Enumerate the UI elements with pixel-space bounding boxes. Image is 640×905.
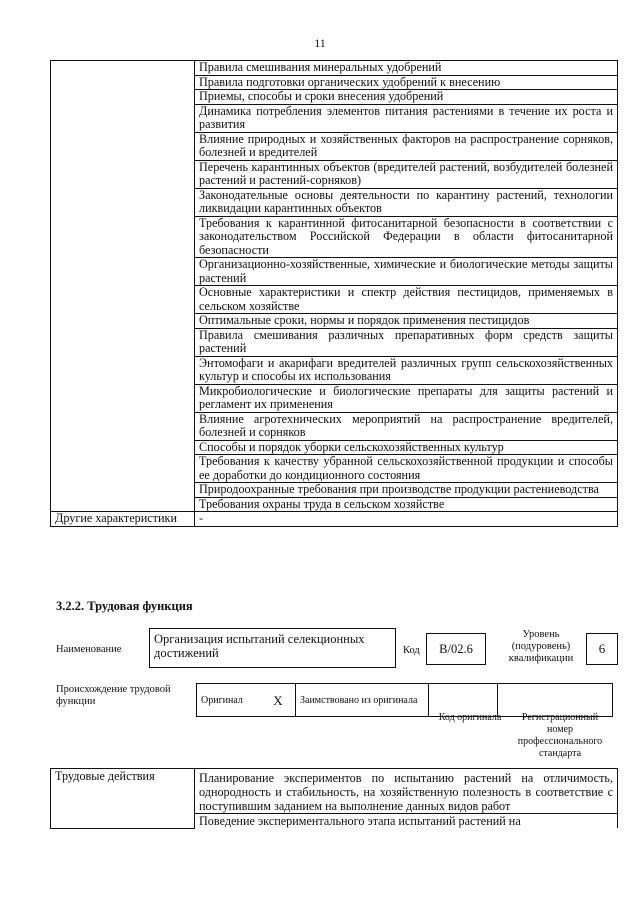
knowledge-item: Требования к качеству убранной сельскохозяйственной продукции и способы ее доработки до кондиционного состояния — [195, 455, 618, 483]
knowledge-item: Законодательные основы деятельности по карантину растений, технологии ликвидации карантинных объектов — [195, 188, 618, 216]
knowledge-item: Требования охраны труда в сельском хозяйстве — [195, 497, 618, 512]
borrowed-label: Заимствовано из оригинала — [296, 684, 429, 717]
knowledge-item: Микробиологические и биологические препараты для защиты растений и регламент их применения — [195, 384, 618, 412]
level-value-box: 6 — [586, 633, 618, 665]
code-label: Код — [403, 645, 420, 656]
page-number: 11 — [314, 36, 326, 50]
labor-actions-table — [50, 768, 618, 829]
knowledge-item: Основные характеристики и спектр действия пестицидов, применяемых в сельском хозяйстве — [195, 286, 618, 314]
name-label: Наименование — [56, 644, 122, 655]
original-label: Оригинал — [197, 684, 262, 717]
knowledge-item: Организационно-хозяйственные, химические и биологические методы защиты растений — [195, 258, 618, 286]
table-row — [51, 769, 618, 814]
knowledge-item: Влияние природных и хозяйственных факторов на распространение сорняков, болезней и вредителей — [195, 132, 618, 160]
knowledge-item: Способы и порядок уборки сельскохозяйственных культур — [195, 440, 618, 455]
level-label: Уровень (подуровень) квалификации — [508, 629, 574, 664]
origin-label: Происхождение трудовой функции — [56, 684, 171, 707]
original-mark: X — [261, 684, 296, 717]
knowledge-item: Правила смешивания минеральных удобрений — [195, 61, 618, 76]
code-original-label: Код оригинала — [438, 712, 502, 723]
knowledge-item: Приемы, способы и сроки внесения удобрений — [195, 90, 618, 105]
knowledge-item: Перечень карантинных объектов (вредителей растений, возбудителей болезней растений и растений-сорняков) — [195, 160, 618, 188]
labor-action-item: Планирование экспериментов по испытанию растений на отличимость, однородность и стабильность, на хозяйственную полезность в соответствие с поступившим заданием на выполнение данных видов работ — [195, 769, 618, 814]
section-title: 3.2.2. Трудовая функция — [56, 599, 193, 613]
reg-number-label: Регистрационный номер профессионального стандарта — [517, 712, 603, 759]
left-empty-cell — [51, 61, 195, 512]
labor-action-item: Поведение экспериментального этапа испытаний растений на — [195, 814, 618, 829]
table-row — [51, 61, 618, 76]
other-characteristics-label: Другие характеристики — [51, 512, 195, 527]
knowledge-item: Природоохранные требования при производстве продукции растениеводства — [195, 483, 618, 498]
function-name-box: Организация испытаний селекционных достижений — [149, 628, 396, 668]
knowledge-item: Требования к карантинной фитосанитарной безопасности в соответствии с законодательством Российской Федерации в области фитосанитарной безопасности — [195, 216, 618, 258]
knowledge-item: Оптимальные сроки, нормы и порядок применения пестицидов — [195, 314, 618, 329]
labor-actions-label: Трудовые действия — [51, 769, 195, 829]
knowledge-item: Правила подготовки органических удобрений к внесению — [195, 75, 618, 90]
knowledge-item: Влияние агротехнических мероприятий на распространение вредителей, болезней и сорняков — [195, 412, 618, 440]
other-characteristics-value: - — [195, 512, 618, 527]
knowledge-item: Динамика потребления элементов питания растениями в течение их роста и развития — [195, 104, 618, 132]
other-characteristics-row — [51, 512, 618, 527]
knowledge-item: Энтомофаги и акарифаги вредителей различных групп сельскохозяйственных культур и способы их использования — [195, 356, 618, 384]
knowledge-item: Правила смешивания различных препаративных форм средств защиты растений — [195, 328, 618, 356]
function-code-box: B/02.6 — [426, 633, 486, 665]
knowledge-table — [50, 60, 618, 527]
